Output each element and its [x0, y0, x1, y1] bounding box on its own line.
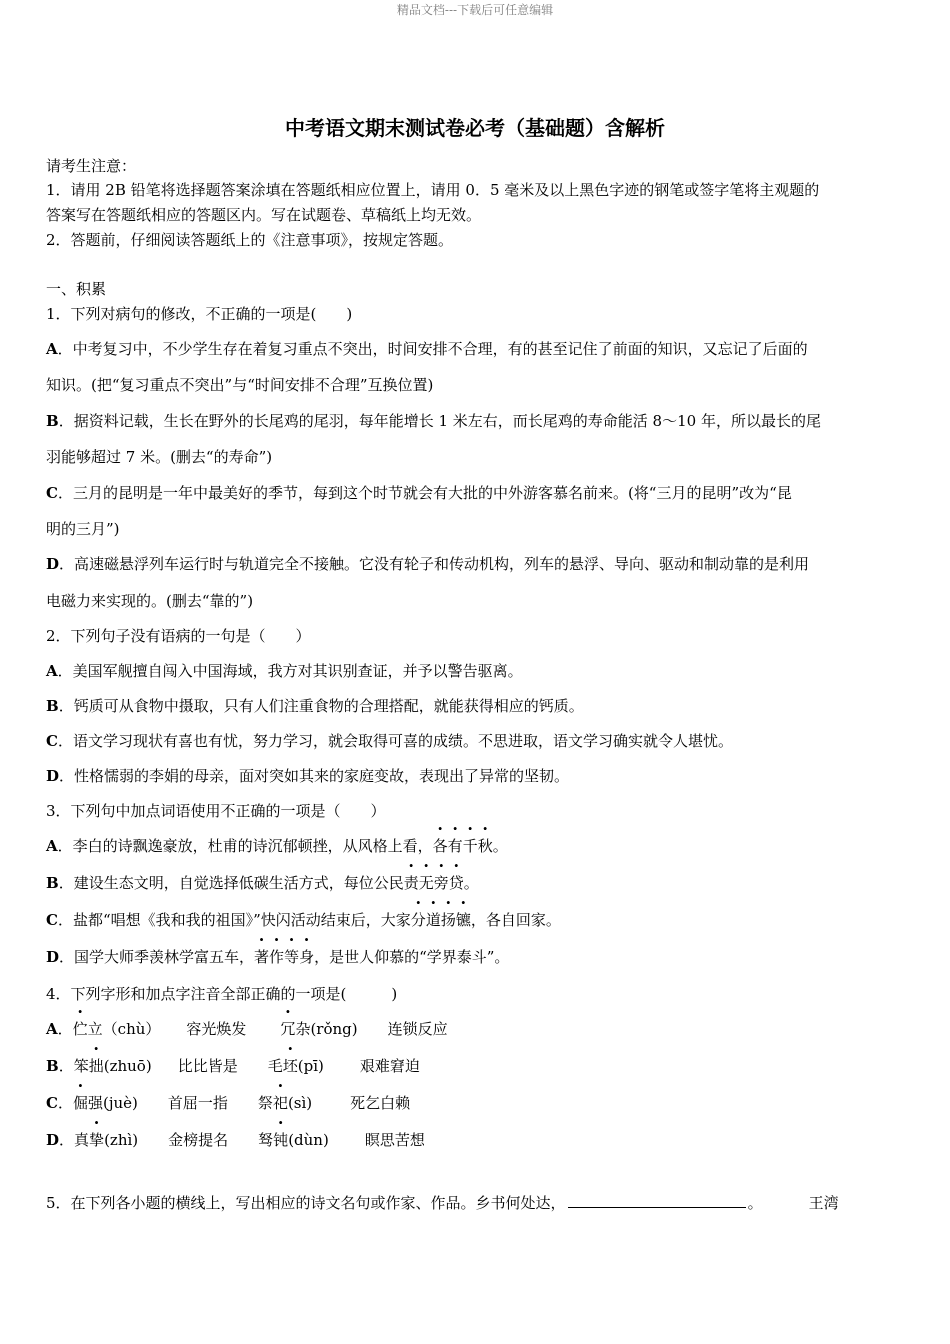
- q1-option-b-line-2: 羽能够超过 7 米。(删去“的寿命”): [46, 448, 273, 466]
- q4-stem: 4．下列字形和加点字注音全部正确的一项是( ): [46, 985, 398, 1003]
- page-header: 精品文档---下载后可任意编辑: [396, 3, 554, 17]
- q1-option-c-line-1: C．三月的昆明是一年中最美好的季节，每到这个时节就会有大批的中外游客慕名前来。(将“三月的昆明”改为“昆: [46, 484, 792, 502]
- q4-option-a: A．伫立（chù） 容光焕发 冗杂(rǒng) 连锁反应: [46, 1020, 448, 1038]
- q3-option-c: C．盐都“唱想《我和我的祖国》”快闪活动结束后，大家分道扬镳，各自回家。: [46, 911, 561, 929]
- q2-option-a: A．美国军舰擅自闯入中国海域，我方对其识别查证，并予以警告驱离。: [46, 662, 523, 680]
- q5-author: 王湾: [808, 1194, 839, 1212]
- notice-item-1-line-2: 答案写在答题纸相应的答题区内。写在试题卷、草稿纸上均无效。: [46, 206, 482, 224]
- notice-item-2: 2．答题前，仔细阅读答题纸上的《注意事项》，按规定答题。: [46, 231, 454, 249]
- notice-heading: 请考生注意：: [46, 157, 137, 175]
- q3-option-a: A．李白的诗飘逸豪放，杜甫的诗沉郁顿挫，从风格上看，各有千秋。: [46, 837, 508, 855]
- q2-option-d: D．性格懦弱的李娟的母亲，面对突如其来的家庭变故，表现出了异常的坚韧。: [46, 767, 570, 785]
- q4-option-d: D．真挚(zhì) 金榜提名 驽钝(dùn) 瞑思苦想: [46, 1131, 425, 1149]
- q4-option-c: C．倔强(juè) 首屈一指 祭祀(sì) 死乞白赖: [46, 1094, 411, 1112]
- q1-option-b-line-1: B．据资料记载，生长在野外的长尾鸡的尾羽，每年能增长 1 米左右，而长尾鸡的寿命能活 8～10 年，所以最长的尾: [46, 412, 821, 430]
- q2-option-b: B．钙质可从食物中摄取，只有人们注重食物的合理搭配，就能获得相应的钙质。: [46, 697, 584, 715]
- q2-option-c: C．语文学习现状有喜也有忧，努力学习，就会取得可喜的成绩。不思进取，语文学习确实就令人堪忧。: [46, 732, 733, 750]
- q4-option-b: B．笨拙(zhuō) 比比皆是 毛坯(pī) 艰难窘迫: [46, 1057, 420, 1075]
- q5-answer-blank[interactable]: [568, 1193, 746, 1208]
- q1-option-d-line-2: 电磁力来实现的。(删去“靠的”): [46, 592, 254, 610]
- q1-option-a-line-1: A．中考复习中，不少学生存在着复习重点不突出，时间安排不合理，有的甚至记住了前面的知识，又忘记了后面的: [46, 340, 808, 358]
- q1-option-a-line-2: 知识。(把“复习重点不突出”与“时间安排不合理”互换位置): [46, 376, 434, 394]
- q3-option-b: B．建设生态文明，自觉选择低碳生活方式，每位公民责无旁贷。: [46, 874, 479, 892]
- q3-option-d: D．国学大师季羡林学富五车，著作等身，是世人仰慕的“学界泰斗”。: [46, 948, 510, 966]
- q5-stem: 5．在下列各小题的横线上，写出相应的诗文名句或作家、作品。乡书何处达， 。 王湾: [46, 1194, 839, 1212]
- q3-stem: 3．下列句中加点词语使用不正确的一项是（ ）: [46, 802, 386, 820]
- notice-item-1-line-1: 1．请用 2B 铅笔将选择题答案涂填在答题纸相应位置上，请用 0．5 毫米及以上黑色字迹的钢笔或签字笔将主观题的: [46, 181, 820, 199]
- section-heading-accumulation: 一、积累: [46, 280, 107, 298]
- q1-option-c-line-2: 明的三月”): [46, 520, 120, 538]
- q1-stem: 1．下列对病句的修改，不正确的一项是( ): [46, 305, 353, 323]
- q2-stem: 2．下列句子没有语病的一句是（ ）: [46, 627, 311, 645]
- document-title: 中考语文期末测试卷必考（基础题）含解析: [285, 116, 665, 140]
- q1-option-d-line-1: D．高速磁悬浮列车运行时与轨道完全不接触。它没有轮子和传动机构，列车的悬浮、导向、驱动和制动靠的是利用: [46, 555, 810, 573]
